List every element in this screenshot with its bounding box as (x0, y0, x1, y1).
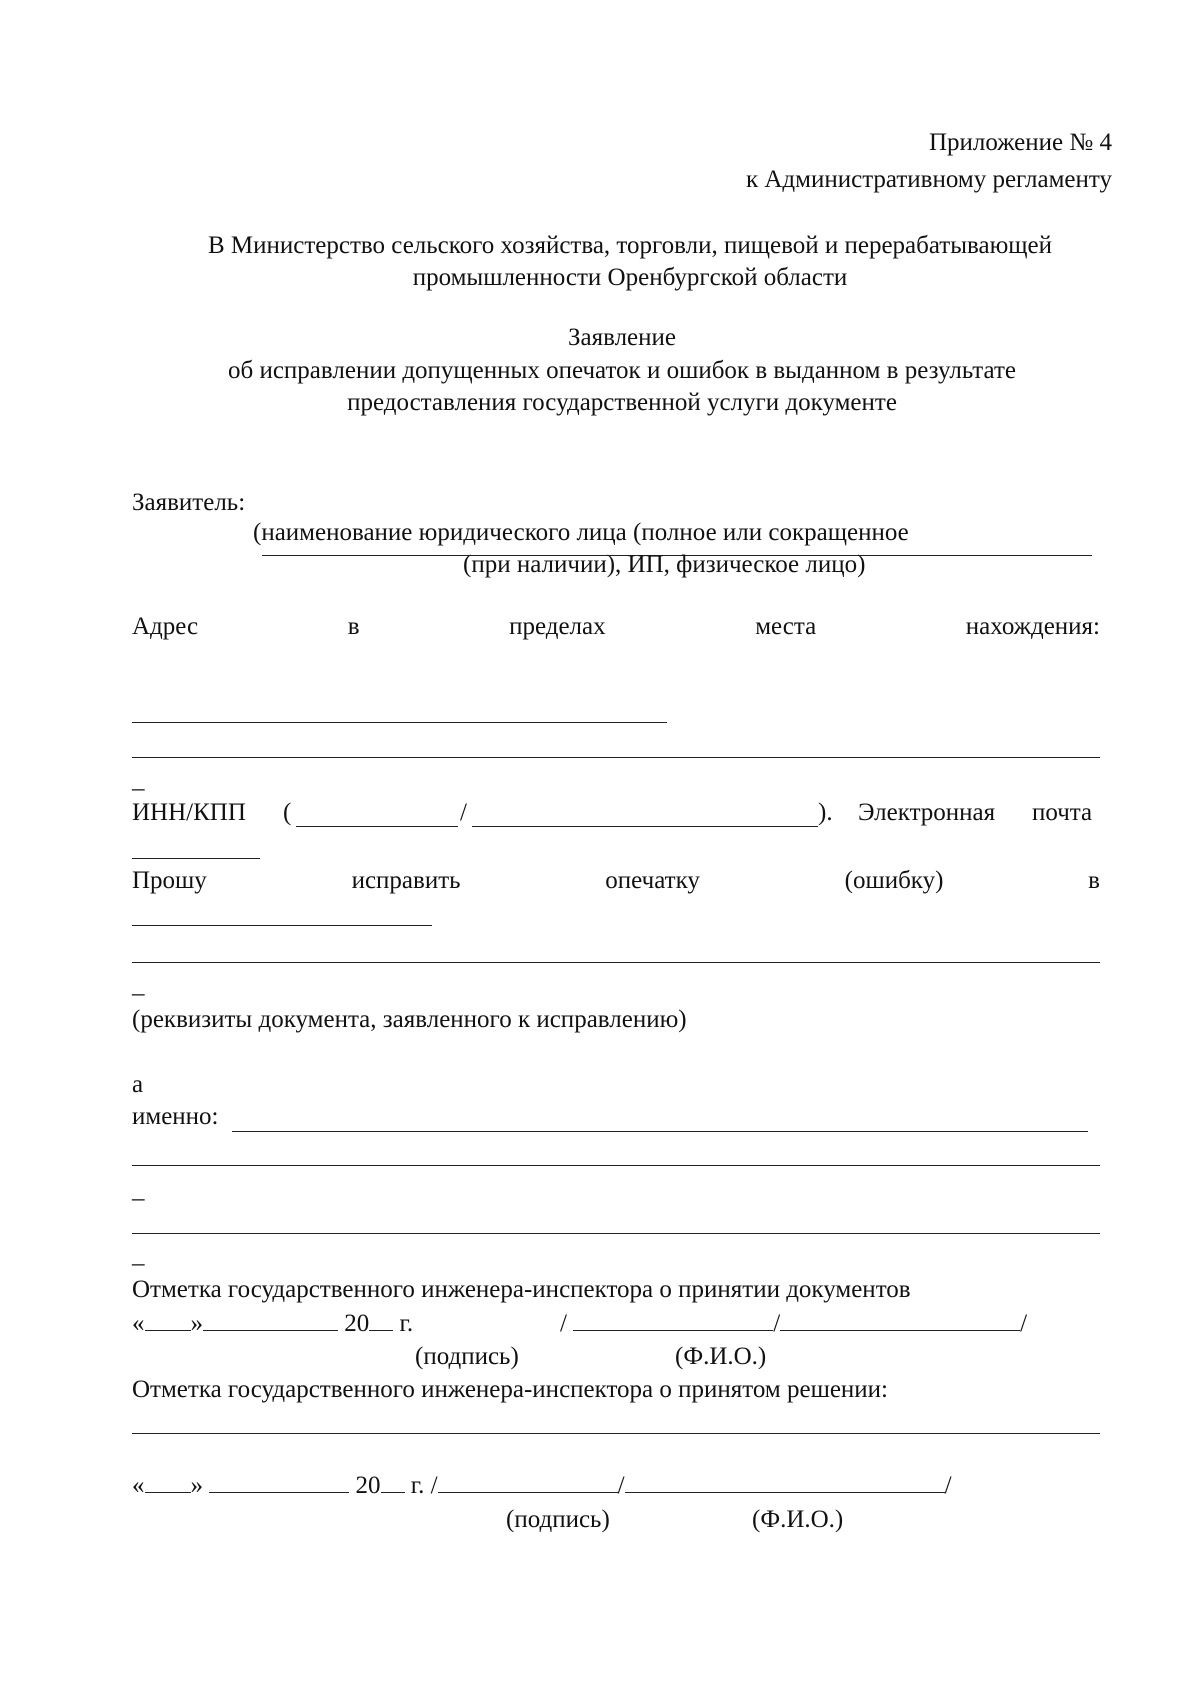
appendix-reference: к Административному регламенту (745, 166, 1112, 193)
receipt-signature-field[interactable] (573, 1308, 773, 1331)
decision-field[interactable] (132, 1433, 1100, 1434)
year-prefix: 20 (355, 1472, 381, 1499)
quote-open: « (132, 1472, 145, 1499)
year-suffix: г. (399, 1310, 414, 1337)
decision-fio-field[interactable] (625, 1470, 945, 1493)
document-subject-line-2: предоставления государственной услуги документе (347, 389, 897, 416)
decision-month-field[interactable] (209, 1470, 349, 1493)
document-hint: (реквизиты документа, заявленного к исправлению) (132, 1006, 687, 1033)
address-word: Адрес (132, 613, 199, 640)
receipt-signature-hint: (подпись) (415, 1343, 519, 1370)
receipt-fio-hint: (Ф.И.О.) (675, 1343, 767, 1370)
namely-field-line-3[interactable] (132, 1233, 1100, 1234)
inn-kpp-separator: / (460, 799, 467, 826)
address-label-row (132, 612, 1100, 642)
address-word: нахождения: (965, 613, 1100, 640)
document-field-line-1[interactable] (132, 925, 432, 926)
receipt-year-field[interactable] (369, 1308, 393, 1331)
namely-field-line-2[interactable] (132, 1165, 1100, 1166)
request-word: Прошу (132, 867, 207, 894)
address-word: в (347, 613, 360, 640)
address-word: пределах (509, 613, 606, 640)
request-word: исправить (351, 867, 461, 894)
year-prefix: 20 (344, 1310, 370, 1337)
year-suffix: г. / (410, 1472, 438, 1499)
request-row (132, 866, 1100, 896)
inn-close-paren: ). (818, 799, 833, 826)
email-label: Электронная (858, 799, 996, 826)
address-field-line-1[interactable] (132, 722, 667, 723)
inn-open-paren: ( (283, 799, 292, 826)
address-field-line-2[interactable] (132, 757, 1100, 758)
request-word: опечатку (605, 867, 700, 894)
receipt-signature-line (560, 1308, 1027, 1339)
inspector-decision-label: Отметка государственного инженера-инспектора о принятом решении: (132, 1376, 888, 1403)
decision-date-line (132, 1470, 952, 1501)
quote-close: » (190, 1310, 203, 1337)
quote-close: » (190, 1472, 203, 1499)
slash: / (1020, 1310, 1028, 1337)
applicant-label: Заявитель: (132, 489, 246, 516)
namely-label: именно: (132, 1103, 219, 1130)
document-title: Заявление (567, 324, 677, 351)
decision-signature-field[interactable] (438, 1470, 618, 1493)
appendix-number: Приложение № 4 (928, 129, 1112, 156)
email-label-2: почта (1032, 799, 1093, 826)
namely-field-line-1[interactable] (232, 1131, 1088, 1132)
email-field[interactable] (132, 858, 260, 859)
address-line-end-dash: _ (132, 766, 145, 793)
slash: / (560, 1310, 567, 1337)
addressee-line-1: В Министерство сельского хозяйства, торговли, пищевой и перерабатывающей (207, 232, 1053, 259)
slash: / (617, 1472, 625, 1499)
document-line-end-dash: _ (132, 971, 145, 998)
namely-dash-2: _ (132, 1241, 145, 1268)
slash: / (944, 1472, 952, 1499)
namely-dash-1: _ (132, 1176, 145, 1203)
namely-a: а (132, 1071, 144, 1098)
slash: / (773, 1310, 781, 1337)
decision-day-field[interactable] (145, 1470, 191, 1493)
inn-field[interactable] (296, 826, 458, 827)
document-subject-line-1: об исправлении допущенных опечаток и ошибок в выданном в результате (227, 357, 1016, 384)
inspector-receipt-label: Отметка государственного инженера-инспектора о принятии документов (132, 1276, 911, 1303)
receipt-month-field[interactable] (203, 1308, 338, 1331)
decision-fio-hint: (Ф.И.О.) (752, 1506, 844, 1533)
decision-signature-hint: (подпись) (506, 1506, 610, 1533)
kpp-field[interactable] (472, 826, 818, 827)
inn-kpp-label: ИНН/КПП (132, 799, 246, 826)
applicant-hint-1: (наименование юридического лица (полное или сокращенное (253, 519, 909, 546)
receipt-fio-field[interactable] (780, 1308, 1020, 1331)
quote-open: « (132, 1310, 145, 1337)
request-word: в (1088, 867, 1100, 894)
applicant-hint-2: (при наличии), ИП, физическое лицо) (463, 551, 866, 578)
receipt-date-line (132, 1308, 413, 1339)
address-word: места (755, 613, 817, 640)
addressee-line-2: промышленности Оренбургской области (412, 264, 848, 291)
decision-year-field[interactable] (381, 1470, 405, 1493)
receipt-day-field[interactable] (145, 1308, 191, 1331)
document-field-line-2[interactable] (132, 962, 1100, 963)
request-word: (ошибку) (844, 867, 944, 894)
